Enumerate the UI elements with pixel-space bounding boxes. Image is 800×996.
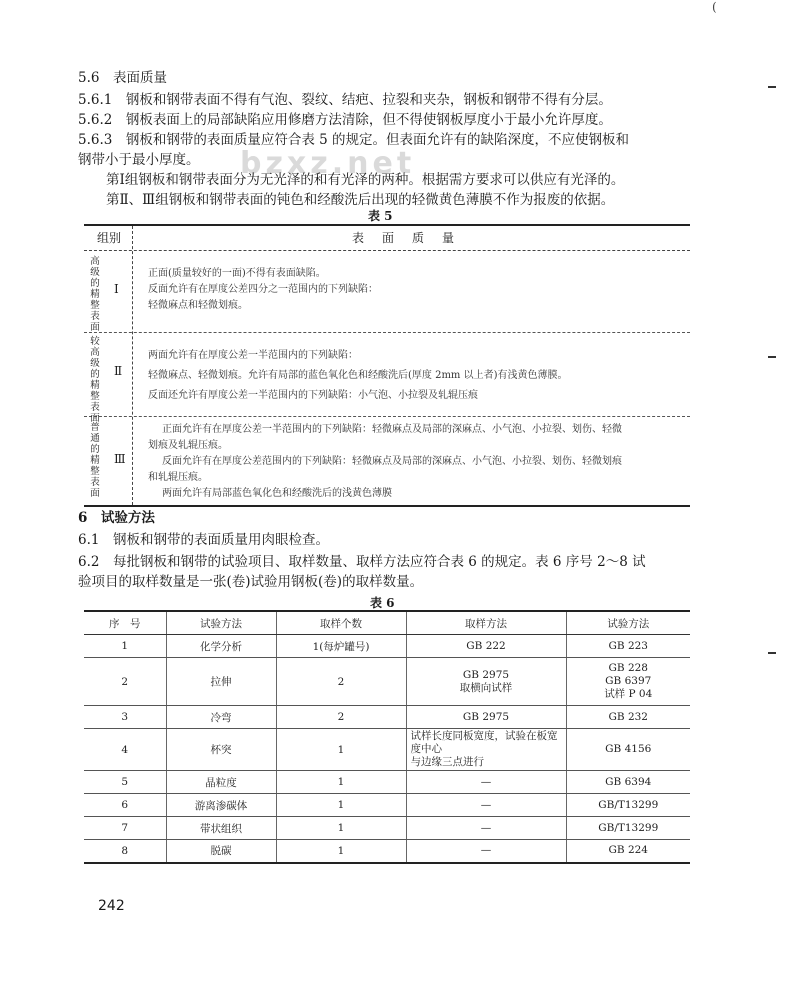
cell-no: 1 xyxy=(84,635,166,658)
cell-line: GB 228 xyxy=(608,662,648,674)
header-count: 取样个数 xyxy=(276,611,406,635)
text-line: 两面允许有局部蓝色氧化色和经酸洗后的浅黄色薄膜 xyxy=(162,488,392,499)
cell-line: — xyxy=(480,844,492,857)
group-label: 高级的精整表面 xyxy=(90,256,100,333)
cell-count: 1(每炉罐号) xyxy=(276,635,406,658)
margin-tick xyxy=(768,356,776,358)
cell-sampling xyxy=(406,771,566,794)
cell-line: GB 6397 xyxy=(605,675,652,687)
cell-no: 7 xyxy=(84,817,166,840)
table-caption: 表 5 xyxy=(368,209,393,223)
cell-line: GB 4156 xyxy=(605,743,652,755)
cell-line: 试样长度同板宽度，试验在板宽度中心 xyxy=(410,730,558,755)
header-method: 试验方法 xyxy=(566,611,690,635)
cell-line: — xyxy=(480,775,492,788)
cell-no: 4 xyxy=(84,729,166,771)
cell-line: GB 223 xyxy=(608,639,648,652)
table-row xyxy=(84,706,690,729)
cell-line: GB 6394 xyxy=(605,775,652,788)
cell-item: 冷弯 xyxy=(166,706,276,729)
corner-mark: ( xyxy=(712,0,717,14)
table-row xyxy=(84,658,690,706)
text-line: 反面还允许有厚度公差一半范围内的下列缺陷：小气泡、小拉裂及轧辊压痕 xyxy=(148,390,478,401)
paragraph: 钢带小于最小厚度。 xyxy=(78,152,200,168)
paragraph: 5.6.1 钢板和钢带表面不得有气泡、裂纹、结疤、拉裂和夹杂，钢板和钢带不得有分层。 xyxy=(78,92,612,108)
cell-method xyxy=(566,840,690,863)
group-number: Ⅰ xyxy=(114,282,119,296)
cell-method xyxy=(566,794,690,817)
paragraph: 5.6.2 钢板表面上的局部缺陷应用修磨方法清除，但不得使钢板厚度小于最小允许厚度。 xyxy=(78,112,612,128)
cell-method xyxy=(566,658,690,706)
page-number: 242 xyxy=(98,898,125,914)
group-number: Ⅱ xyxy=(114,364,123,378)
table-row xyxy=(84,332,690,424)
cell-no: 6 xyxy=(84,794,166,817)
header-quality: 表面质量 xyxy=(351,231,472,245)
cell-sampling xyxy=(406,817,566,840)
cell-line: — xyxy=(480,798,492,811)
cell-method xyxy=(566,817,690,840)
table-row xyxy=(84,635,690,658)
cell-method xyxy=(566,706,690,729)
cell-count: 1 xyxy=(276,817,406,840)
cell-sampling xyxy=(406,658,566,706)
cell-count: 1 xyxy=(276,840,406,863)
cell-item: 带状组织 xyxy=(166,817,276,840)
section-heading: 5.6 表面质量 xyxy=(78,70,167,86)
table-row xyxy=(84,794,690,817)
table-row xyxy=(84,250,690,333)
group-number: Ⅲ xyxy=(114,452,126,466)
cell-sampling xyxy=(406,729,566,771)
cell-line: GB/T13299 xyxy=(598,798,659,811)
table-row xyxy=(84,840,690,863)
watermark: bzxz.net xyxy=(240,146,416,181)
cell-line: GB/T13299 xyxy=(598,821,659,834)
text-line: 正面允许有在厚度公差一半范围内的下列缺陷：轻微麻点及局部的深麻点、小气泡、小拉裂、划伤、轻微 xyxy=(162,424,622,435)
cell-line: 试样 P 04 xyxy=(604,688,653,700)
cell-item: 脱碳 xyxy=(166,840,276,863)
text-line: 正面(质量较好的一面)不得有表面缺陷。 xyxy=(148,268,326,279)
cell-no: 5 xyxy=(84,771,166,794)
text-line: 划痕及轧辊压痕。 xyxy=(148,440,228,451)
cell-line: GB 232 xyxy=(608,710,648,723)
cell-item: 杯突 xyxy=(166,729,276,771)
cell-sampling xyxy=(406,794,566,817)
paragraph: 第Ⅱ、Ⅲ组钢板和钢带表面的钝色和经酸洗后出现的轻微黄色薄膜不作为报废的依据。 xyxy=(106,192,615,208)
cell-item: 拉伸 xyxy=(166,658,276,706)
cell-count: 1 xyxy=(276,794,406,817)
cell-line: GB 222 xyxy=(466,639,506,652)
table-row xyxy=(84,729,690,771)
table-caption: 表 6 xyxy=(370,596,395,610)
table-row xyxy=(84,416,690,505)
cell-count: 2 xyxy=(276,706,406,729)
cell-line: 取横向试样 xyxy=(459,681,513,694)
text-line: 反面允许有在厚度公差四分之一范围内的下列缺陷： xyxy=(148,284,378,295)
cell-line: GB 2975 xyxy=(462,710,510,723)
cell-method xyxy=(566,771,690,794)
group-label: 普通的精整表面 xyxy=(90,422,100,499)
group-label: 较高级的精整表面 xyxy=(90,336,100,424)
header-sampling: 取样方法 xyxy=(406,611,566,635)
text-line: 和轧辊压痕。 xyxy=(148,472,208,483)
cell-line: — xyxy=(480,821,492,834)
cell-method xyxy=(566,635,690,658)
cell-count: 1 xyxy=(276,771,406,794)
surface-quality-table xyxy=(84,224,690,507)
cell-line: 与边缘三点进行 xyxy=(410,756,484,768)
table-header xyxy=(84,226,690,251)
header-group: 组别 xyxy=(96,231,121,245)
text-line: 轻微麻点、轻微划痕。允许有局部的蓝色氧化色和经酸洗后(厚度 2mm 以上者)有浅黄色薄膜。 xyxy=(148,370,568,381)
cell-item: 游离渗碳体 xyxy=(166,794,276,817)
paragraph: 验项目的取样数量是一张(卷)试验用钢板(卷)的取样数量。 xyxy=(78,574,424,590)
text-line: 两面允许有在厚度公差一半范围内的下列缺陷： xyxy=(148,350,358,361)
paragraph: 6.1 钢板和钢带的表面质量用肉眼检查。 xyxy=(78,532,329,548)
text-line: 轻微麻点和轻微划痕。 xyxy=(148,300,248,311)
section-heading: 6 试验方法 xyxy=(78,510,155,526)
quality-text xyxy=(148,346,684,406)
cell-item: 晶粒度 xyxy=(166,771,276,794)
cell-count: 1 xyxy=(276,729,406,771)
cell-no: 8 xyxy=(84,840,166,863)
paragraph: 第Ⅰ组钢板和钢带表面分为无光泽的和有光泽的两种。根据需方要求可以供应有光泽的。 xyxy=(106,172,625,188)
quality-text xyxy=(148,422,684,502)
cell-no: 3 xyxy=(84,706,166,729)
text-line: 反面允许有在厚度公差范围内的下列缺陷：轻微麻点及局部的深麻点、小气泡、小拉裂、划伤、轻微划痕 xyxy=(162,456,622,467)
cell-count: 2 xyxy=(276,658,406,706)
cell-sampling xyxy=(406,706,566,729)
cell-method xyxy=(566,729,690,771)
paragraph: 6.2 每批钢板和钢带的试验项目、取样数量、取样方法应符合表 6 的规定。表 6 序号 2～8 试 xyxy=(78,554,646,570)
cell-sampling xyxy=(406,635,566,658)
cell-sampling xyxy=(406,840,566,863)
test-methods-table xyxy=(84,610,690,864)
paragraph: 5.6.3 钢板和钢带的表面质量应符合表 5 的规定。但表面允许有的缺陷深度，不应使钢板和 xyxy=(78,132,630,148)
quality-text xyxy=(148,266,684,314)
table-row xyxy=(84,817,690,840)
cell-no: 2 xyxy=(84,658,166,706)
cell-item: 化学分析 xyxy=(166,635,276,658)
margin-tick xyxy=(768,86,776,88)
header-item: 试验方法 xyxy=(166,611,276,635)
cell-line: GB 2975 xyxy=(462,668,510,681)
margin-tick xyxy=(768,652,776,654)
table-header-row xyxy=(84,611,690,635)
header-no: 序 号 xyxy=(84,611,166,635)
table-row xyxy=(84,771,690,794)
cell-line: GB 224 xyxy=(608,844,648,857)
